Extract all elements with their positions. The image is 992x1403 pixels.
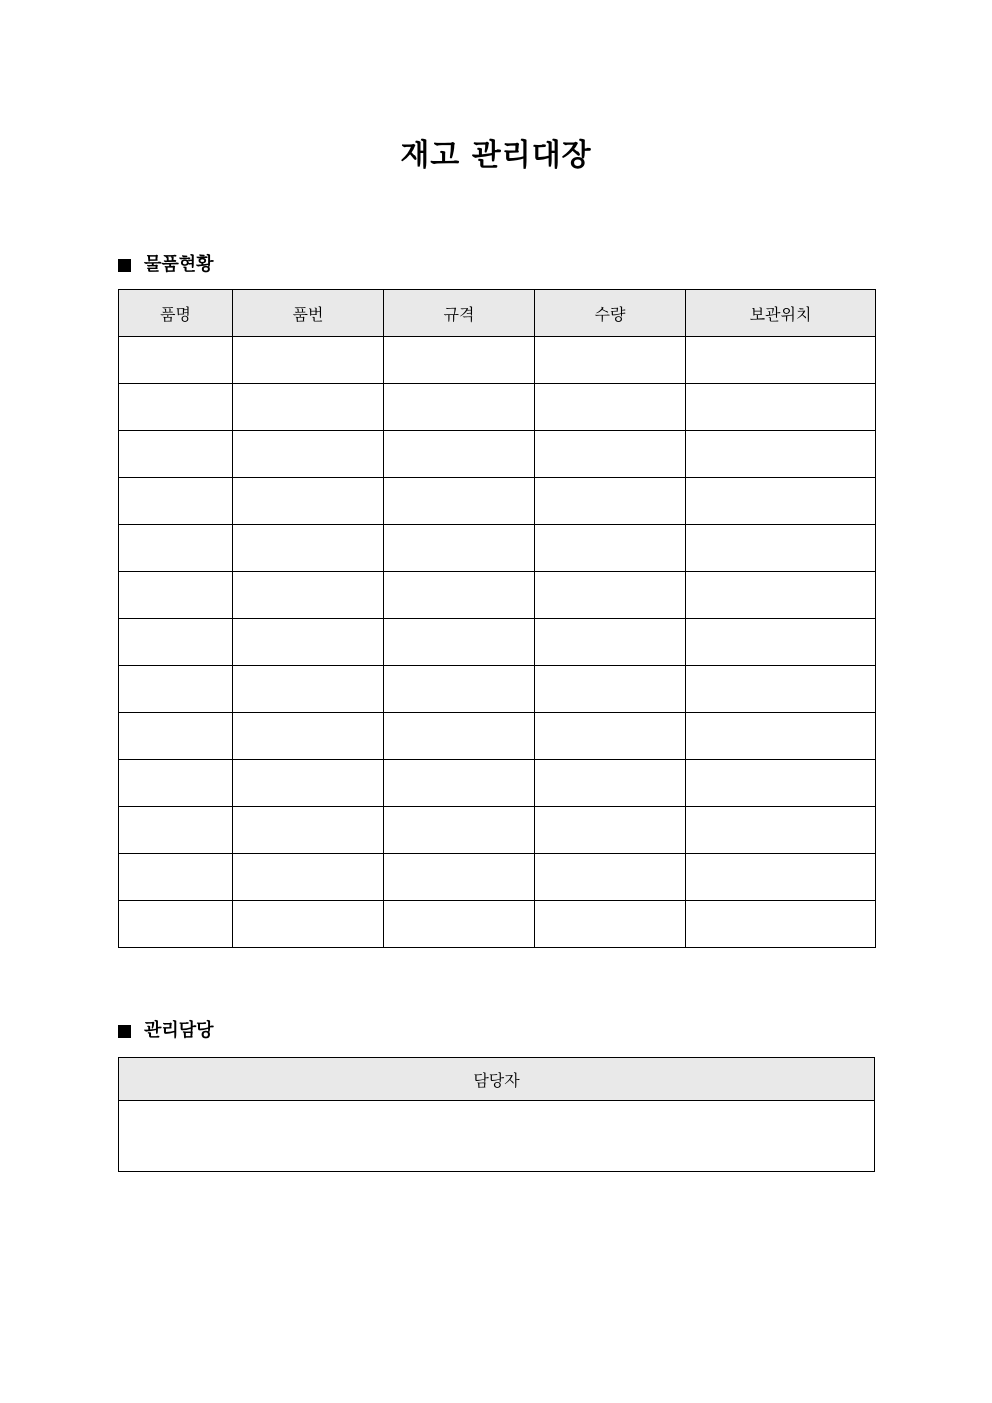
column-header-spec: 규격 xyxy=(384,290,535,337)
table-cell-item-name[interactable] xyxy=(119,431,233,478)
table-cell-quantity[interactable] xyxy=(535,619,686,666)
table-row xyxy=(119,478,876,525)
table-row xyxy=(119,854,876,901)
table-cell-quantity[interactable] xyxy=(535,572,686,619)
table-row xyxy=(119,666,876,713)
table-cell-item-number[interactable] xyxy=(233,478,384,525)
table-cell-item-number[interactable] xyxy=(233,666,384,713)
column-header-item-number: 품번 xyxy=(233,290,384,337)
table-cell-location[interactable] xyxy=(686,760,876,807)
table-cell-location[interactable] xyxy=(686,619,876,666)
table-cell-spec[interactable] xyxy=(384,337,535,384)
section-heading-manager xyxy=(118,1019,214,1043)
column-header-quantity: 수량 xyxy=(535,290,686,337)
table-row xyxy=(119,901,876,948)
table-cell-item-number[interactable] xyxy=(233,713,384,760)
table-header-row xyxy=(119,1058,875,1101)
table-cell-spec[interactable] xyxy=(384,760,535,807)
table-cell-quantity[interactable] xyxy=(535,431,686,478)
table-cell-item-name[interactable] xyxy=(119,478,233,525)
table-cell-item-name[interactable] xyxy=(119,666,233,713)
table-cell-location[interactable] xyxy=(686,807,876,854)
table-cell-location[interactable] xyxy=(686,901,876,948)
table-cell-item-number[interactable] xyxy=(233,760,384,807)
table-cell-spec[interactable] xyxy=(384,525,535,572)
table-row xyxy=(119,619,876,666)
column-header-item-name: 품명 xyxy=(119,290,233,337)
table-cell-item-name[interactable] xyxy=(119,525,233,572)
table-row xyxy=(119,431,876,478)
section-heading-inventory xyxy=(118,253,214,277)
table-cell-item-name[interactable] xyxy=(119,760,233,807)
table-cell-spec[interactable] xyxy=(384,619,535,666)
table-row xyxy=(119,1101,875,1172)
table-row xyxy=(119,525,876,572)
table-cell-item-name[interactable] xyxy=(119,713,233,760)
table-cell-spec[interactable] xyxy=(384,478,535,525)
column-header-location: 보관위치 xyxy=(686,290,876,337)
table-cell-manager[interactable] xyxy=(119,1101,875,1172)
table-cell-quantity[interactable] xyxy=(535,760,686,807)
table-cell-quantity[interactable] xyxy=(535,337,686,384)
table-header-row xyxy=(119,290,876,337)
table-cell-location[interactable] xyxy=(686,478,876,525)
table-cell-location[interactable] xyxy=(686,854,876,901)
table-cell-spec[interactable] xyxy=(384,854,535,901)
square-bullet-icon xyxy=(118,1025,131,1038)
table-cell-item-name[interactable] xyxy=(119,572,233,619)
table-cell-item-number[interactable] xyxy=(233,384,384,431)
table-cell-item-number[interactable] xyxy=(233,431,384,478)
table-cell-item-number[interactable] xyxy=(233,525,384,572)
inventory-table xyxy=(118,289,876,948)
table-cell-item-name[interactable] xyxy=(119,619,233,666)
table-row xyxy=(119,384,876,431)
table-row xyxy=(119,807,876,854)
table-cell-item-name[interactable] xyxy=(119,901,233,948)
table-cell-item-name[interactable] xyxy=(119,337,233,384)
table-cell-spec[interactable] xyxy=(384,572,535,619)
table-cell-item-number[interactable] xyxy=(233,901,384,948)
table-cell-location[interactable] xyxy=(686,384,876,431)
table-cell-item-number[interactable] xyxy=(233,854,384,901)
table-cell-location[interactable] xyxy=(686,713,876,760)
square-bullet-icon xyxy=(118,259,131,272)
table-cell-spec[interactable] xyxy=(384,384,535,431)
table-cell-quantity[interactable] xyxy=(535,666,686,713)
table-cell-item-name[interactable] xyxy=(119,384,233,431)
table-cell-item-number[interactable] xyxy=(233,337,384,384)
table-cell-item-name[interactable] xyxy=(119,807,233,854)
table-row xyxy=(119,713,876,760)
table-cell-location[interactable] xyxy=(686,525,876,572)
table-cell-quantity[interactable] xyxy=(535,478,686,525)
table-cell-location[interactable] xyxy=(686,666,876,713)
table-cell-quantity[interactable] xyxy=(535,525,686,572)
table-cell-spec[interactable] xyxy=(384,807,535,854)
table-cell-location[interactable] xyxy=(686,337,876,384)
table-cell-quantity[interactable] xyxy=(535,854,686,901)
table-cell-item-number[interactable] xyxy=(233,572,384,619)
table-row xyxy=(119,572,876,619)
manager-table xyxy=(118,1057,875,1172)
table-row xyxy=(119,760,876,807)
table-cell-item-number[interactable] xyxy=(233,619,384,666)
table-cell-location[interactable] xyxy=(686,431,876,478)
section-heading-label: 관리담당 xyxy=(144,1020,214,1041)
table-cell-spec[interactable] xyxy=(384,713,535,760)
table-cell-location[interactable] xyxy=(686,572,876,619)
table-row xyxy=(119,337,876,384)
column-header-manager: 담당자 xyxy=(119,1058,875,1101)
table-cell-quantity[interactable] xyxy=(535,807,686,854)
table-cell-quantity[interactable] xyxy=(535,713,686,760)
page-title: 재고 관리대장 xyxy=(400,138,592,173)
table-cell-spec[interactable] xyxy=(384,901,535,948)
table-cell-spec[interactable] xyxy=(384,666,535,713)
table-cell-item-number[interactable] xyxy=(233,807,384,854)
section-heading-label: 물품현황 xyxy=(144,254,214,275)
table-cell-quantity[interactable] xyxy=(535,384,686,431)
table-cell-quantity[interactable] xyxy=(535,901,686,948)
table-cell-item-name[interactable] xyxy=(119,854,233,901)
table-cell-spec[interactable] xyxy=(384,431,535,478)
